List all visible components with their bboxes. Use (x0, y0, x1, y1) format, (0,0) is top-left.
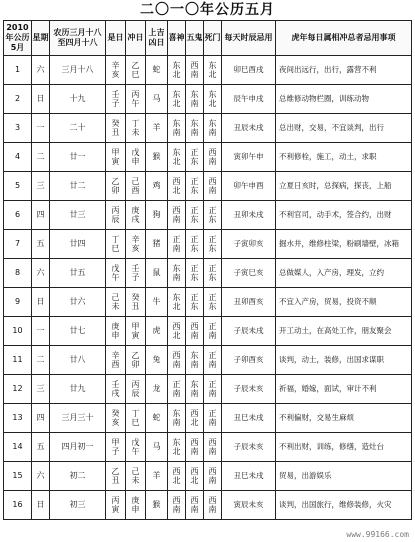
cell-joy-god (168, 259, 186, 288)
almanac-table (3, 20, 412, 520)
cell-five-ghosts (186, 230, 204, 259)
cell-note: 总做媒人，入产房，理发，立约 (276, 259, 412, 288)
cell-clash (126, 230, 146, 259)
cell-death-gate-text: 东 北 (208, 61, 217, 79)
cell-note: 不利官司，动手术，签合约，出财 (276, 201, 412, 230)
cell-death-gate-text: 西 南 (208, 148, 217, 166)
cell-death-gate-text: 正 南 (208, 409, 217, 427)
cell-hours: 寅卯午申 (222, 143, 276, 172)
cell-clash (126, 85, 146, 114)
cell-ganzhi-text: 壬 戌 (111, 380, 120, 398)
cell-death-gate-text: 西 南 (208, 467, 217, 485)
cell-ganzhi-text: 庚 申 (111, 322, 120, 340)
cell-five-ghosts-text: 正 东 (190, 148, 199, 166)
cell-date: 16 (4, 491, 32, 520)
cell-five-ghosts-text: 正 东 (190, 206, 199, 224)
cell-joy-god (168, 433, 186, 462)
table-row (4, 201, 412, 230)
table-row (4, 85, 412, 114)
cell-note: 总维修动物栏圈，训练动物 (276, 85, 412, 114)
cell-ganzhi-text: 甲 子 (111, 438, 120, 456)
cell-joy-god (168, 346, 186, 375)
cell-zodiac: 羊 (146, 462, 168, 491)
cell-zodiac: 鼠 (146, 259, 168, 288)
cell-hours: 寅辰未亥 (222, 491, 276, 520)
cell-lunar: 四月初一 (50, 433, 106, 462)
cell-weekday: 四 (32, 404, 50, 433)
cell-joy-god-text: 东 北 (172, 148, 181, 166)
cell-ganzhi (106, 143, 126, 172)
cell-hours: 卯午申酉 (222, 172, 276, 201)
cell-ganzhi (106, 317, 126, 346)
cell-joy-god (168, 462, 186, 491)
cell-joy-god-text: 东 南 (172, 264, 181, 282)
cell-joy-god (168, 56, 186, 85)
cell-five-ghosts (186, 114, 204, 143)
cell-zodiac: 蛇 (146, 404, 168, 433)
cell-ganzhi (106, 375, 126, 404)
cell-note: 夜间出远行，出行，露营不利 (276, 56, 412, 85)
cell-weekday: 日 (32, 85, 50, 114)
cell-zodiac: 羊 (146, 114, 168, 143)
cell-joy-god-text: 东 北 (172, 61, 181, 79)
cell-death-gate (204, 346, 222, 375)
cell-five-ghosts-text: 正 东 (190, 235, 199, 253)
cell-note: 谈判，动土，装修，出国求谋职 (276, 346, 412, 375)
cell-clash-text: 丙 辰 (131, 380, 140, 398)
cell-clash-text: 戊 申 (131, 148, 140, 166)
cell-ganzhi (106, 85, 126, 114)
cell-ganzhi (106, 288, 126, 317)
cell-five-ghosts (186, 462, 204, 491)
cell-death-gate (204, 288, 222, 317)
cell-note: 不利出财，训练，修缮，造灶台 (276, 433, 412, 462)
cell-joy-god-text: 西 北 (172, 322, 181, 340)
site-watermark: www.99166.com (346, 530, 409, 539)
cell-five-ghosts (186, 346, 204, 375)
cell-lunar: 廿八 (50, 346, 106, 375)
cell-clash-text: 乙 卯 (131, 351, 140, 369)
cell-date: 3 (4, 114, 32, 143)
cell-death-gate-text: 西 南 (208, 177, 217, 195)
cell-weekday: 五 (32, 230, 50, 259)
cell-ganzhi-text: 丙 辰 (111, 206, 120, 224)
cell-lunar: 廿九 (50, 375, 106, 404)
header-weekday: 星期 (32, 21, 50, 56)
cell-date: 1 (4, 56, 32, 85)
cell-clash (126, 404, 146, 433)
cell-ganzhi (106, 462, 126, 491)
cell-joy-god (168, 230, 186, 259)
cell-clash-text: 庚 申 (131, 496, 140, 514)
cell-ganzhi (106, 56, 126, 85)
cell-clash-text: 戊 午 (131, 438, 140, 456)
cell-zodiac: 虎 (146, 317, 168, 346)
cell-clash (126, 172, 146, 201)
cell-five-ghosts (186, 317, 204, 346)
cell-death-gate-text: 东 北 (208, 90, 217, 108)
cell-death-gate-text: 西 南 (208, 438, 217, 456)
cell-joy-god-text: 正 南 (172, 235, 181, 253)
cell-date: 7 (4, 230, 32, 259)
cell-weekday: 六 (32, 259, 50, 288)
cell-clash-text: 甲 寅 (131, 322, 140, 340)
cell-death-gate-text: 正 东 (208, 206, 217, 224)
cell-lunar: 初三 (50, 491, 106, 520)
cell-date: 4 (4, 143, 32, 172)
table-row (4, 143, 412, 172)
cell-five-ghosts-text: 西 南 (190, 61, 199, 79)
cell-joy-god-text: 西 南 (172, 206, 181, 224)
cell-five-ghosts-text: 东 南 (190, 119, 199, 137)
cell-hours: 子辰未亥 (222, 433, 276, 462)
cell-date: 13 (4, 404, 32, 433)
cell-five-ghosts-text: 西 北 (190, 409, 199, 427)
cell-five-ghosts-text: 西 南 (190, 438, 199, 456)
table-row (4, 230, 412, 259)
cell-lunar: 廿五 (50, 259, 106, 288)
header-death-gate: 死门 (204, 21, 222, 56)
cell-date: 2 (4, 85, 32, 114)
cell-note: 不利修栓，施工，动土，求职 (276, 143, 412, 172)
header-clash: 冲日 (126, 21, 146, 56)
cell-ganzhi (106, 491, 126, 520)
cell-five-ghosts (186, 433, 204, 462)
cell-death-gate (204, 317, 222, 346)
cell-note: 立夏日亥时，总探病，探丧，上船 (276, 172, 412, 201)
cell-death-gate-text: 正 东 (208, 264, 217, 282)
cell-death-gate-text: 西 南 (208, 496, 217, 514)
cell-date: 15 (4, 462, 32, 491)
cell-hours: 丑巳未戌 (222, 462, 276, 491)
cell-lunar: 三月十八 (50, 56, 106, 85)
table-row (4, 288, 412, 317)
cell-five-ghosts-text: 西 南 (190, 322, 199, 340)
cell-five-ghosts-text: 东 南 (190, 90, 199, 108)
cell-date: 10 (4, 317, 32, 346)
cell-ganzhi-text: 辛 亥 (111, 61, 120, 79)
cell-ganzhi-text: 壬 子 (111, 90, 120, 108)
cell-zodiac: 龙 (146, 375, 168, 404)
cell-joy-god (168, 404, 186, 433)
cell-zodiac: 狗 (146, 201, 168, 230)
cell-note: 总出财，交易，不宜谈判，出行 (276, 114, 412, 143)
cell-joy-god (168, 143, 186, 172)
cell-five-ghosts (186, 201, 204, 230)
cell-lunar: 三月三十 (50, 404, 106, 433)
cell-ganzhi-text: 丙 寅 (111, 496, 120, 514)
cell-clash-text: 丁 未 (131, 119, 140, 137)
cell-lunar: 廿二 (50, 172, 106, 201)
header-row (4, 21, 412, 56)
cell-joy-god-text: 东 北 (172, 293, 181, 311)
cell-weekday: 三 (32, 172, 50, 201)
cell-joy-god (168, 317, 186, 346)
cell-joy-god (168, 375, 186, 404)
cell-death-gate-text: 正 东 (208, 293, 217, 311)
cell-clash (126, 259, 146, 288)
cell-hours: 辰午申戌 (222, 85, 276, 114)
cell-ganzhi (106, 346, 126, 375)
cell-hours: 丑卯酉亥 (222, 288, 276, 317)
cell-note: 掘水井，维修柱梁，粉刷墙壁，冰箱 (276, 230, 412, 259)
table-row (4, 462, 412, 491)
cell-weekday: 一 (32, 317, 50, 346)
cell-ganzhi-text: 甲 寅 (111, 148, 120, 166)
cell-weekday: 六 (32, 56, 50, 85)
cell-hours: 子寅卯亥 (222, 230, 276, 259)
cell-five-ghosts (186, 288, 204, 317)
cell-clash (126, 317, 146, 346)
cell-zodiac: 马 (146, 433, 168, 462)
cell-death-gate (204, 201, 222, 230)
cell-clash-text: 己 酉 (131, 177, 140, 195)
cell-clash (126, 375, 146, 404)
cell-clash (126, 56, 146, 85)
cell-zodiac: 猴 (146, 143, 168, 172)
cell-ganzhi (106, 259, 126, 288)
page-title: 二〇一〇年公历五月 (140, 2, 275, 18)
cell-clash (126, 143, 146, 172)
cell-clash-text: 癸 丑 (131, 293, 140, 311)
cell-ganzhi-text: 癸 丑 (111, 119, 120, 137)
header-hours: 每天时辰忌用 (222, 21, 276, 56)
cell-zodiac: 鸡 (146, 172, 168, 201)
header-notes: 虎年每日属相冲总者忌用事项 (276, 21, 412, 56)
cell-clash (126, 346, 146, 375)
cell-joy-god-text: 东 南 (172, 409, 181, 427)
cell-clash (126, 288, 146, 317)
cell-five-ghosts (186, 143, 204, 172)
header-joy-god: 喜神 (168, 21, 186, 56)
cell-ganzhi (106, 201, 126, 230)
cell-zodiac: 猴 (146, 491, 168, 520)
cell-zodiac: 蛇 (146, 56, 168, 85)
cell-weekday: 二 (32, 346, 50, 375)
cell-clash (126, 433, 146, 462)
cell-death-gate (204, 404, 222, 433)
cell-clash-text: 辛 亥 (131, 235, 140, 253)
cell-clash (126, 491, 146, 520)
cell-hours: 子辰未戌 (222, 317, 276, 346)
cell-ganzhi-text: 丁 巳 (111, 235, 120, 253)
table-row (4, 56, 412, 85)
cell-death-gate (204, 143, 222, 172)
cell-note: 开工动土，在高处工作，朋友聚会 (276, 317, 412, 346)
cell-lunar: 廿三 (50, 201, 106, 230)
cell-lunar: 十九 (50, 85, 106, 114)
cell-ganzhi-text: 辛 酉 (111, 351, 120, 369)
cell-weekday: 三 (32, 375, 50, 404)
cell-joy-god-text: 东 北 (172, 438, 181, 456)
cell-death-gate (204, 85, 222, 114)
header-ganzhi: 是日 (106, 21, 126, 56)
cell-ganzhi (106, 172, 126, 201)
cell-five-ghosts-text: 正 东 (190, 293, 199, 311)
cell-joy-god (168, 114, 186, 143)
cell-five-ghosts (186, 259, 204, 288)
table-row (4, 317, 412, 346)
cell-joy-god (168, 201, 186, 230)
cell-ganzhi-text: 癸 亥 (111, 409, 120, 427)
cell-joy-god-text: 东 南 (172, 119, 181, 137)
cell-joy-god-text: 东 北 (172, 90, 181, 108)
cell-ganzhi-text: 己 未 (111, 293, 120, 311)
cell-death-gate (204, 230, 222, 259)
cell-lunar: 廿六 (50, 288, 106, 317)
cell-zodiac: 兔 (146, 346, 168, 375)
cell-joy-god (168, 85, 186, 114)
cell-hours: 子寅巳亥 (222, 259, 276, 288)
cell-date: 6 (4, 201, 32, 230)
cell-ganzhi-text: 戊 午 (111, 264, 120, 282)
cell-note: 贸易，出游娱乐 (276, 462, 412, 491)
table-row (4, 404, 412, 433)
cell-hours: 丑辰未戌 (222, 114, 276, 143)
cell-ganzhi-text: 乙 卯 (111, 177, 120, 195)
cell-lunar: 廿四 (50, 230, 106, 259)
cell-lunar: 二十 (50, 114, 106, 143)
table-row (4, 259, 412, 288)
cell-weekday: 四 (32, 201, 50, 230)
header-five-ghosts: 五鬼 (186, 21, 204, 56)
cell-joy-god (168, 288, 186, 317)
cell-note: 不宜入产房，贸易，投资不顺 (276, 288, 412, 317)
cell-joy-god-text: 正 南 (172, 380, 181, 398)
cell-five-ghosts-text: 正 东 (190, 264, 199, 282)
cell-five-ghosts (186, 491, 204, 520)
cell-weekday: 二 (32, 143, 50, 172)
header-zodiac: 上吉凶日 (146, 21, 168, 56)
cell-ganzhi (106, 404, 126, 433)
cell-ganzhi-text: 乙 丑 (111, 467, 120, 485)
cell-five-ghosts (186, 172, 204, 201)
cell-clash (126, 201, 146, 230)
cell-hours: 子卯酉亥 (222, 346, 276, 375)
cell-date: 8 (4, 259, 32, 288)
cell-death-gate (204, 491, 222, 520)
header-date: 2010年公历5月 (4, 21, 32, 56)
cell-joy-god-text: 西 南 (172, 496, 181, 514)
cell-five-ghosts (186, 56, 204, 85)
table-row (4, 375, 412, 404)
cell-date: 12 (4, 375, 32, 404)
cell-death-gate (204, 375, 222, 404)
cell-lunar: 初二 (50, 462, 106, 491)
cell-death-gate-text: 东 南 (208, 119, 217, 137)
cell-note: 谈判，出国旅行，维修装修，火灾 (276, 491, 412, 520)
cell-clash (126, 462, 146, 491)
cell-clash-text: 己 未 (131, 467, 140, 485)
cell-five-ghosts (186, 375, 204, 404)
cell-death-gate-text: 正 南 (208, 380, 217, 398)
cell-five-ghosts (186, 404, 204, 433)
cell-lunar: 廿一 (50, 143, 106, 172)
cell-date: 5 (4, 172, 32, 201)
cell-death-gate-text: 正 东 (208, 235, 217, 253)
cell-clash (126, 114, 146, 143)
cell-clash-text: 壬 子 (131, 264, 140, 282)
table-row (4, 491, 412, 520)
cell-five-ghosts-text: 正 东 (190, 177, 199, 195)
cell-joy-god (168, 172, 186, 201)
header-lunar: 农历三月十八至四月十八 (50, 21, 106, 56)
cell-joy-god (168, 491, 186, 520)
cell-five-ghosts-text: 西 南 (190, 496, 199, 514)
cell-ganzhi (106, 433, 126, 462)
cell-five-ghosts-text: 东 南 (190, 351, 199, 369)
cell-hours: 卯巳酉戌 (222, 56, 276, 85)
cell-hours: 子辰未亥 (222, 375, 276, 404)
cell-five-ghosts-text: 西 北 (190, 467, 199, 485)
cell-death-gate (204, 114, 222, 143)
cell-clash-text: 庚 戌 (131, 206, 140, 224)
cell-weekday: 一 (32, 114, 50, 143)
cell-weekday: 五 (32, 433, 50, 462)
cell-clash-text: 丙 午 (131, 90, 140, 108)
cell-ganzhi (106, 230, 126, 259)
cell-hours: 丑巳未戌 (222, 404, 276, 433)
cell-zodiac: 马 (146, 85, 168, 114)
table-row (4, 433, 412, 462)
cell-weekday: 六 (32, 462, 50, 491)
cell-joy-god-text: 西 南 (172, 351, 181, 369)
cell-death-gate (204, 172, 222, 201)
cell-death-gate (204, 462, 222, 491)
cell-five-ghosts (186, 85, 204, 114)
cell-ganzhi (106, 114, 126, 143)
cell-date: 11 (4, 346, 32, 375)
cell-hours: 丑卯未戌 (222, 201, 276, 230)
table-row (4, 114, 412, 143)
cell-death-gate (204, 433, 222, 462)
cell-date: 9 (4, 288, 32, 317)
cell-clash-text: 丁 巳 (131, 409, 140, 427)
cell-zodiac: 牛 (146, 288, 168, 317)
cell-death-gate (204, 56, 222, 85)
cell-joy-god-text: 西 北 (172, 177, 181, 195)
cell-weekday: 日 (32, 491, 50, 520)
cell-death-gate-text: 正 南 (208, 351, 217, 369)
cell-note: 不利偏财，交易生麻烦 (276, 404, 412, 433)
cell-zodiac: 猪 (146, 230, 168, 259)
cell-date: 14 (4, 433, 32, 462)
cell-five-ghosts-text: 东 南 (190, 380, 199, 398)
cell-death-gate-text: 正 南 (208, 322, 217, 340)
table-row (4, 346, 412, 375)
cell-clash-text: 乙 巳 (131, 61, 140, 79)
cell-lunar: 廿七 (50, 317, 106, 346)
cell-joy-god-text: 西 北 (172, 467, 181, 485)
cell-death-gate (204, 259, 222, 288)
table-row (4, 172, 412, 201)
cell-weekday: 日 (32, 288, 50, 317)
cell-note: 祈福，婚嫁，面试，审计不利 (276, 375, 412, 404)
